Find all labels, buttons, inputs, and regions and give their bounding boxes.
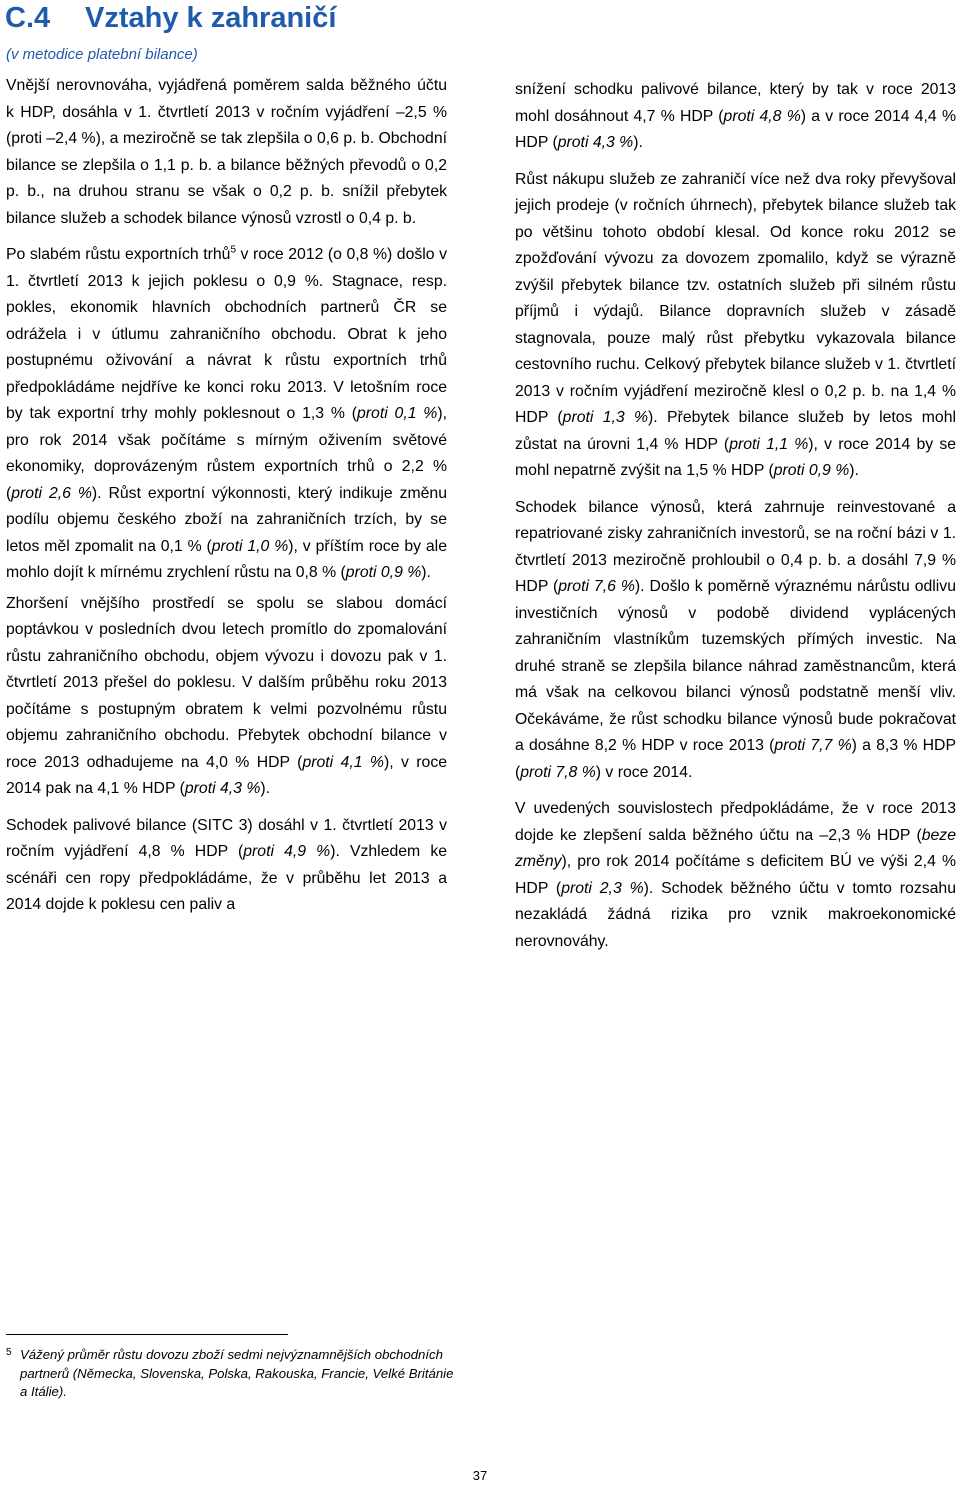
paragraph: Vnější nerovnováha, vyjádřená poměrem salda běžného účtu k HDP, dosáhla v 1. čtvrtletí 2013 v ročním vyjádření –2,5 % (proti –2,4 %), a meziročně se tak zlepšila o 0,6 p. b. Obchodní bilance se zlepšila o 1,1 p. b. a bilance běžných převodů o 0,2 p. b., na druhou stranu se však o 0,2 p. b. snížil přebytek bilance služeb a schodek bilance výnosů vzrostl o 0,4 p. b. (6, 77, 447, 227)
paragraph: Růst nákupu služeb ze zahraničí více než dva roky převyšoval jejich prodeje (v ročních úhrnech), přebytek bilance služeb tak po většinu tohoto období klesal. Od konce roku 2012 se zpožďování vývozu za dovozem zpomalilo, když se výrazně zvýšil přebytek bilance tzv. ostatních služeb při silném růstu příjmů i výdajů. Bilance dopravních služeb v zásadě stagnovala, pouze malý růst přebytku vykazovala bilance cestovního ruchu. Celkový přebytek bilance služeb v 1. čtvrtletí 2013 v ročním vyjádření meziročně klesl o 0,2 p. b. na 1,4 % HDP (proti 1,3 %). Přebytek bilance služeb by letos mohl zůstat na úrovni 1,4 % HDP (proti 1,1 %), v roce 2014 by se mohl nepatrně zvýšit na 1,5 % HDP (proti 0,9 %). (515, 170, 957, 479)
paragraph: Po slabém růstu exportních trhů$^5$ v roce 2012 (o 0,8 %) došlo v 1. čtvrtletí 2013 k jejich poklesu o 0,9 %. Stagnace, resp. pokles, ekonomik hlavních obchodních partnerů ČR se odrážela i v útlumu zahraničního obchodu. Obrat k jeho postupnému oživování a návrat k růstu exportních trhů předpokládáme nejdříve ke konci roku 2013. V letošním roce by tak exportní trhy mohly poklesnout o 1,3 % (proti 0,1 %), pro rok 2014 však počítáme s mírným oživením světové ekonomiky, doprovázeným růstem exportních trhů o 2,2 % (proti 2,6 %). Růst exportní výkonnosti, který indikuje změnu podílu objemu českého zboží na zahraničních trzích, by se letos měl zpomalit na 0,1 % (proti 1,0 %), v příštím roce by ale mohlo dojít k mírnému zrychlení růstu na 0,8 % (proti 0,9 %). (6, 244, 448, 581)
right-column (515, 77, 956, 965)
paragraph: Schodek bilance výnosů, která zahrnuje reinvestované a repatriované zisky zahraničních investorů, se na roční bázi v 1. čtvrtletí 2013 meziročně prohloubil o 0,4 p. b. a dosáhl 7,9 % HDP (proti 7,6 %). Došlo k poměrně výraznému nárůstu odlivu investičních výnosů v podobě dividend vyplácených zahraničním vlastníkům tuzemských přímých investic. Na druhé straně se zlepšila bilance náhrad zaměstnancům, která má však na celkovou bilanci výnosů podstatně menší vliv. Očekáváme, že růst schodku bilance výnosů bude pokračovat a dosáhne 8,2 % HDP v roce 2013 (proti 7,7 %) a 8,3 % HDP (proti 7,8 %) v roce 2014. (515, 498, 956, 781)
paragraph: Zhoršení vnějšího prostředí se spolu se slabou domácí poptávkou v posledních dvou letech promítlo do zpomalování růstu zahraničního obchodu, objem vývozu i dovozu pak v 1. čtvrtletí 2013 přešel do poklesu. V dalším průběhu roku 2013 počítáme s postupným obratem k velmi pozvolnému růstu objemu zahraničního obchodu. Přebytek obchodní bilance v roce 2013 odhadujeme na 4,0 % HDP (proti 4,1 %), v roce 2014 pak na 4,1 % HDP (proti 4,3 %). (6, 594, 448, 797)
section-title: Vztahy k zahraničí (85, 2, 337, 34)
footnote-reference[interactable]: 5 (230, 244, 237, 256)
section-number: C.4 (5, 2, 51, 34)
footnote-mark: 5 (6, 1347, 12, 1358)
section-heading (5, 2, 336, 38)
footnote-divider (6, 1334, 288, 1335)
left-column (6, 73, 447, 929)
paragraph: Schodek palivové bilance (SITC 3) dosáhl v 1. čtvrtletí 2013 v ročním vyjádření 4,8 % HDP (proti 4,9 %). Vzhledem ke scénáři cen ropy předpokládáme, že v průběhu let 2013 a 2014 dojde k poklesu cen paliv a (6, 816, 447, 913)
paragraph: V uvedených souvislostech předpokládáme, že v roce 2013 dojde ke zlepšení salda běžného účtu na –2,3 % HDP (beze změny), pro rok 2014 počítáme s deficitem BÚ ve výši 2,4 % HDP (proti 2,3 %). Schodek běžného účtu v tomto rozsahu nezakládá žádná rizika pro vznik makroekonomické nerovnováhy. (515, 800, 956, 950)
section-subtitle: (v metodice platební bilance) (6, 46, 198, 63)
paragraph: snížení schodku palivové bilance, který by tak v roce 2013 mohl dosáhnout 4,7 % HDP (proti 4,8 %) a v roce 2014 4,4 % HDP (proti 4,3 %). (515, 81, 957, 151)
footnote-text: Vážený průměr růstu dovozu zboží sedmi nejvýznamnějších obchodních partnerů (Německa, Slovenska, Polska, Rakouska, Francie, Velké Británie a Itálie). (20, 1347, 454, 1399)
page-number: 37 (472, 1468, 488, 1483)
footnote (6, 1346, 456, 1402)
